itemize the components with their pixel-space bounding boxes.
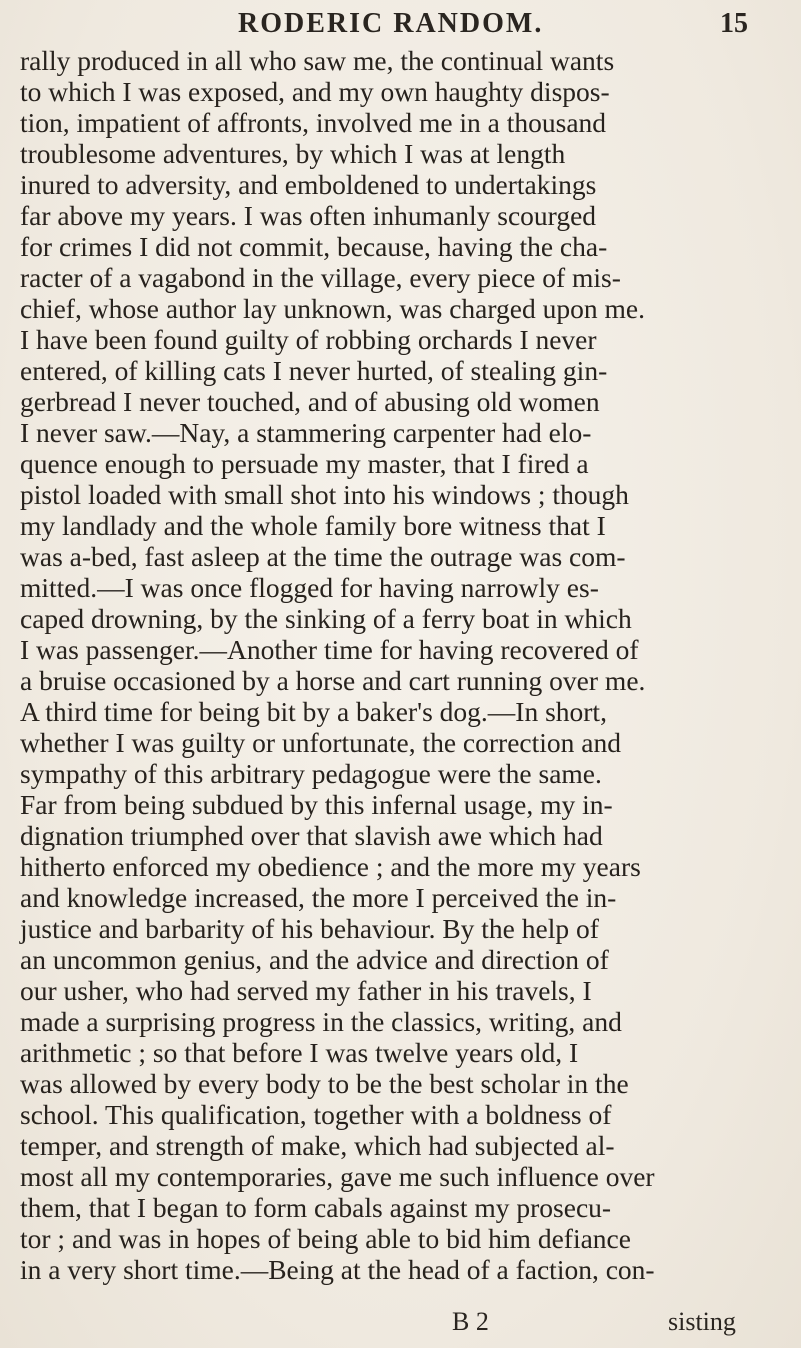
signature-mark: B 2 [452,1307,489,1336]
text-line: dignation triumphed over that slavish awe which had [20,820,603,851]
text-line: gerbread I never touched, and of abusing old women [20,386,600,417]
text-line: was a-bed, fast asleep at the time the outrage was com- [20,541,626,572]
text-line: tion, impatient of affronts, involved me in a thousand [20,107,607,138]
text-line: my landlady and the whole family bore witness that I [20,510,606,541]
text-line: our usher, who had served my father in his travels, I [20,975,592,1006]
running-head-title: RODERIC RANDOM. [238,8,544,39]
text-line: caped drowning, by the sinking of a ferry boat in which [20,603,632,634]
text-line: I have been found guilty of robbing orchards I never [20,324,597,355]
text-line: I was passenger.—Another time for having recovered of [20,634,639,665]
text-line: whether I was guilty or unfortunate, the correction and [20,727,621,758]
text-line: pistol loaded with small shot into his windows ; though [20,479,629,510]
text-line: school. This qualification, together with a boldness of [20,1099,612,1130]
text-line: justice and barbarity of his behaviour. By the help of [20,913,599,944]
catchword: sisting [668,1307,736,1336]
text-line: and knowledge increased, the more I perceived the in- [20,882,617,913]
text-line: them, that I began to form cabals against my prosecu- [20,1192,612,1223]
text-line: made a surprising progress in the classics, writing, and [20,1006,622,1037]
text-line: troublesome adventures, by which I was at length [20,138,566,169]
text-line: far above my years. I was often inhumanly scourged [20,200,597,231]
text-line: to which I was exposed, and my own haughty dispos- [20,76,610,107]
text-line: tor ; and was in hopes of being able to bid him defiance [20,1223,631,1254]
page-footer [0,1307,801,1339]
page-number: 15 [720,8,748,39]
text-line: A third time for being bit by a baker's dog.—In short, [20,696,607,727]
text-line: rally produced in all who saw me, the continual wants [20,45,615,76]
text-line: chief, whose author lay unknown, was charged upon me. [20,293,645,324]
text-line: mitted.—I was once flogged for having narrowly es- [20,572,599,603]
text-line: a bruise occasioned by a horse and cart running over me. [20,665,646,696]
text-line: an uncommon genius, and the advice and direction of [20,944,609,975]
text-line: I never saw.—Nay, a stammering carpenter had elo- [20,417,592,448]
text-line: was allowed by every body to be the best scholar in the [20,1068,629,1099]
text-line: entered, of killing cats I never hurted, of stealing gin- [20,355,608,386]
text-line: most all my contemporaries, gave me such influence over [20,1161,655,1192]
text-line: quence enough to persuade my master, that I fired a [20,448,589,479]
text-line: arithmetic ; so that before I was twelve years old, I [20,1037,579,1068]
text-line: temper, and strength of make, which had subjected al- [20,1130,615,1161]
text-line: inured to adversity, and emboldened to undertakings [20,169,597,200]
text-line: in a very short time.—Being at the head of a faction, con- [20,1254,655,1285]
running-head [0,8,801,48]
text-line: for crimes I did not commit, because, having the cha- [20,231,608,262]
text-line: sympathy of this arbitrary pedagogue were the same. [20,758,602,789]
text-line: Far from being subdued by this infernal usage, my in- [20,789,613,820]
text-line: hitherto enforced my obedience ; and the more my years [20,851,641,882]
text-line: racter of a vagabond in the village, every piece of mis- [20,262,621,293]
